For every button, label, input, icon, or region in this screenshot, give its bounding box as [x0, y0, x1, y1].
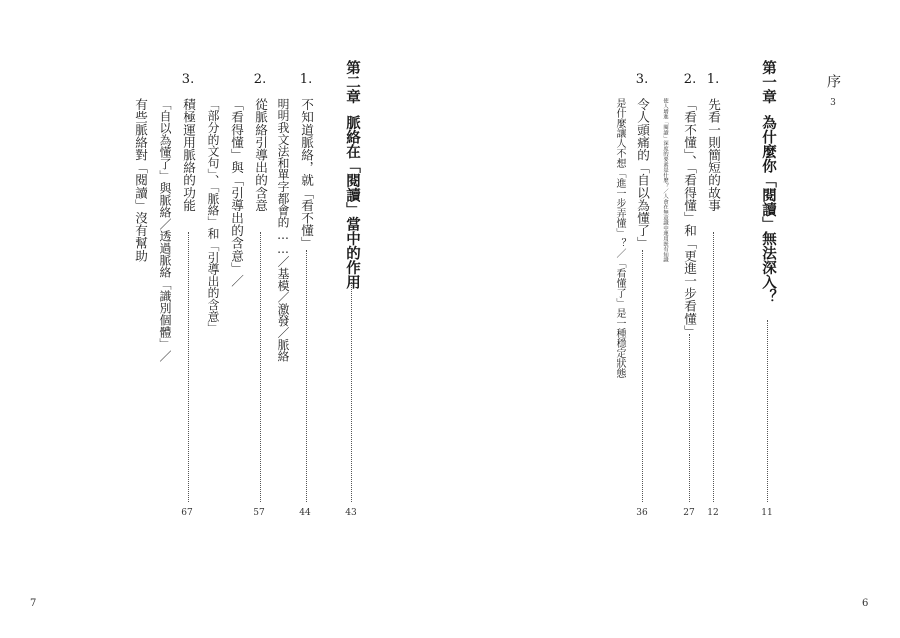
ch1-sec2-leader: [689, 334, 690, 502]
folio-left: 7: [30, 598, 37, 609]
ch1-sec1-page: 12: [707, 508, 719, 518]
ch1-sec1-leader: [713, 232, 714, 502]
ch2-sec3-leader: [188, 232, 189, 502]
preface-page: 3: [830, 98, 836, 108]
ch1-sec2-number: 2.: [683, 72, 697, 87]
chapter1-page: 11: [761, 508, 773, 518]
ch2-sec3-line1: 積極運用脈絡的功能: [181, 98, 196, 212]
ch2-sec2-line2: 「看得懂」與「引導出的含意」／: [229, 98, 244, 287]
ch2-sec3-line3: 有些脈絡對「閱讀」沒有幫助: [133, 98, 148, 262]
chapter2-number: 第二章: [344, 60, 361, 104]
ch2-sec2-line3: 「部分的文句」、「脈絡」和「引導出的含意」: [206, 98, 220, 334]
ch1-sec3-number: 3.: [635, 72, 649, 87]
chapter2-leader: [351, 282, 352, 502]
ch1-sec2-page: 27: [683, 508, 695, 518]
ch2-sec3-line2: 「自以為懂了」與脈絡／透過脈絡「識別個體」／: [158, 98, 172, 362]
chapter1-leader: [767, 320, 768, 502]
folio-right: 6: [862, 598, 869, 609]
ch2-sec3-number: 3.: [181, 72, 195, 87]
chapter1-number: 第一章: [760, 60, 777, 104]
ch2-sec2-leader: [260, 232, 261, 502]
ch2-sec1-line2: 明明我文法和單字都會的……／基模／激發／脈絡: [276, 98, 290, 362]
ch2-sec2-number: 2.: [253, 72, 267, 87]
ch2-sec1-leader: [306, 250, 307, 502]
chapter1-title: 為什麼你「閱讀」無法深入？: [760, 115, 777, 304]
ch1-sec2-line2: 使人增進「閱讀」深度的要素是什麼？／人會在無意識中運用既有知識: [662, 98, 668, 263]
ch2-sec2-line1: 從脈絡引導出的含意: [253, 98, 268, 212]
ch1-sec3-line1: 令人頭痛的「自以為懂了」: [635, 98, 650, 250]
ch2-sec2-page: 57: [253, 508, 265, 518]
ch1-sec3-leader: [642, 250, 643, 502]
ch1-sec3-page: 36: [636, 508, 648, 518]
ch2-sec1-page: 44: [299, 508, 311, 518]
chapter2-page: 43: [345, 508, 357, 518]
ch1-sec1-line1: 先看一則簡短的故事: [706, 98, 721, 212]
ch1-sec1-number: 1.: [706, 72, 720, 87]
preface-title: 序: [825, 74, 841, 88]
ch2-sec1-number: 1.: [299, 72, 313, 87]
ch2-sec3-page: 67: [181, 508, 193, 518]
ch1-sec2-line1: 「看不懂」、「看得懂」和「更進一步看懂」: [682, 98, 697, 338]
ch2-sec1-line1: 不知道脈絡，就「看不懂」: [299, 98, 314, 250]
ch1-sec3-line2: 是什麼讓人不想「進一步弄懂」？／「看懂了」是一種穩定狀態: [614, 98, 625, 378]
chapter2-title: 脈絡在「閱讀」當中的作用: [344, 115, 361, 289]
